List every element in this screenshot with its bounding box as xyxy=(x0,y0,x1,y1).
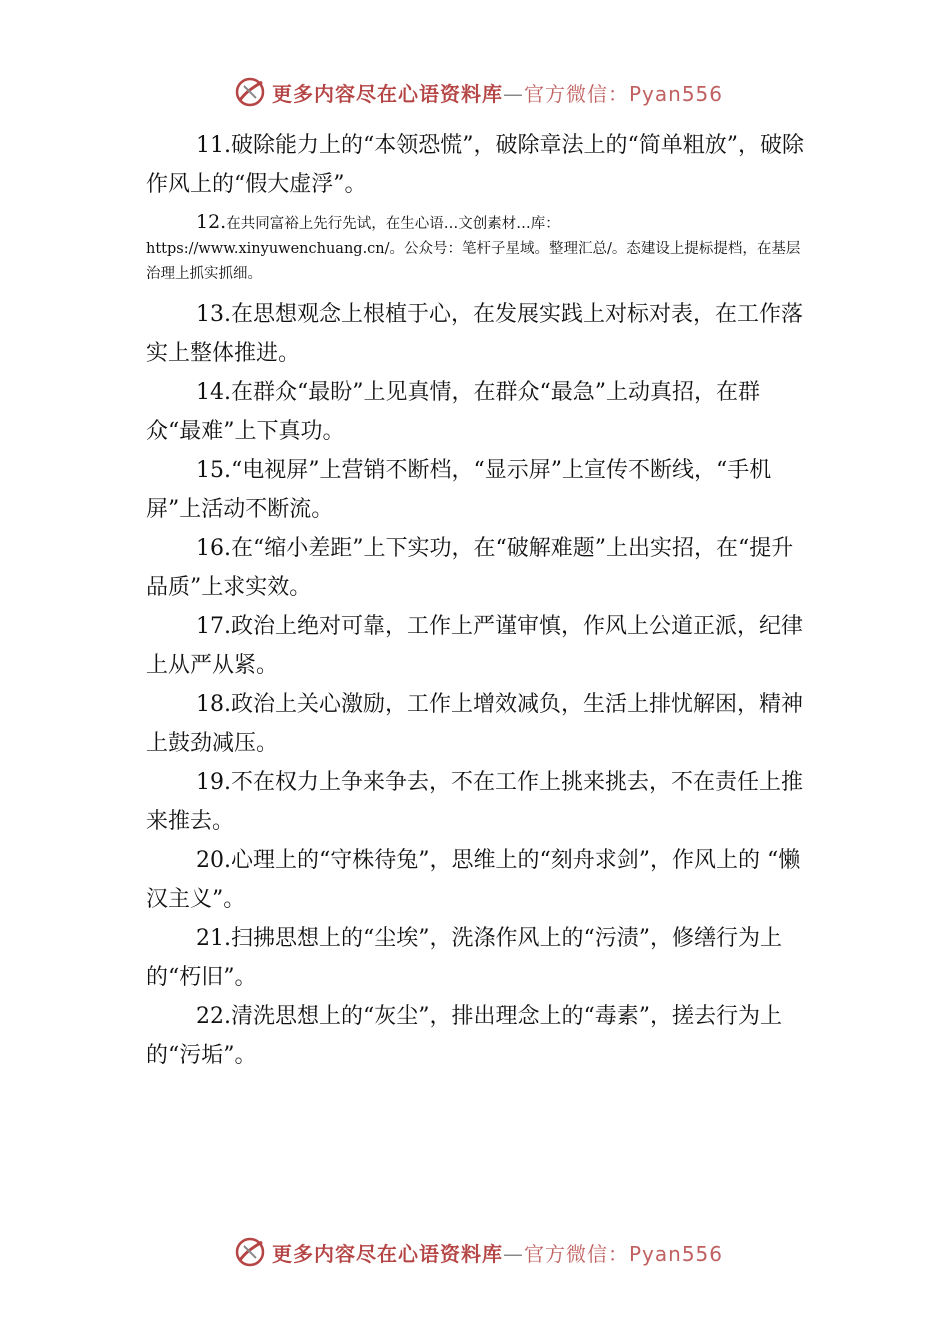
logo-icon xyxy=(232,1234,268,1270)
paragraph-number: 18. xyxy=(196,692,231,717)
footer-banner-sub: 官方微信：Pyan556 xyxy=(524,1241,724,1266)
paragraph-number: 11. xyxy=(196,133,231,158)
paragraph-text: 政治上绝对可靠，工作上严谨审慎，作风上公道正派，纪律上从严从紧。 xyxy=(146,614,804,678)
header-banner-sub: 官方微信：Pyan556 xyxy=(524,81,724,106)
paragraph-text: 在“缩小差距”上下实功，在“破解难题”上出实招，在“提升品质”上求实效。 xyxy=(146,536,794,600)
paragraph-text: 在思想观念上根植于心，在发展实践上对标对表，在工作落实上整体推进。 xyxy=(146,302,804,366)
paragraph-number: 15. xyxy=(196,458,231,483)
paragraph-text: 在共同富裕上先行先试，在生心语…文创素材…库：https://www.xinyuwenchuang.cn/。公众号：笔杆子星域。整理汇总/。态建设上提标提档，在基层治理上抓实抓细。 xyxy=(146,216,801,282)
paragraph-16 xyxy=(146,529,806,607)
paragraph-number: 12. xyxy=(196,211,227,233)
paragraph-17 xyxy=(146,607,806,685)
header-banner-main: 更多内容尽在心语资料库 xyxy=(272,81,503,106)
paragraph-11 xyxy=(146,126,806,204)
paragraph-19 xyxy=(146,763,806,841)
header-banner-text xyxy=(272,78,723,107)
paragraph-number: 22. xyxy=(196,1004,231,1029)
paragraph-22 xyxy=(146,997,806,1075)
footer-banner-main: 更多内容尽在心语资料库 xyxy=(272,1241,503,1266)
paragraph-number: 17. xyxy=(196,614,231,639)
paragraph-14 xyxy=(146,373,806,451)
paragraph-text: 政治上关心激励，工作上增效减负，生活上排忧解困，精神上鼓劲减压。 xyxy=(146,692,804,756)
header-banner xyxy=(0,72,950,112)
footer-banner-text xyxy=(272,1238,723,1267)
document-body xyxy=(146,126,806,1075)
paragraph-text: “电视屏”上营销不断档，“显示屏”上宣传不断线，“手机屏”上活动不断流。 xyxy=(146,458,772,522)
paragraph-18 xyxy=(146,685,806,763)
paragraph-21 xyxy=(146,919,806,997)
paragraph-number: 20. xyxy=(196,848,231,873)
logo-icon xyxy=(232,74,268,110)
paragraph-text: 清洗思想上的“灰尘”，排出理念上的“毒素”，搓去行为上的“污垢”。 xyxy=(146,1004,782,1068)
paragraph-number: 13. xyxy=(196,302,231,327)
paragraph-text: 扫拂思想上的“尘埃”，洗涤作风上的“污渍”，修缮行为上的“朽旧”。 xyxy=(146,926,782,990)
paragraph-text: 在群众“最盼”上见真情，在群众“最急”上动真招，在群众“最难”上下真功。 xyxy=(146,380,760,444)
paragraph-number: 21. xyxy=(196,926,231,951)
paragraph-text: 破除能力上的“本领恐慌”，破除章法上的“简单粗放”，破除作风上的“假大虚浮”。 xyxy=(146,133,804,197)
footer-banner-dash: — xyxy=(503,1241,524,1266)
paragraph-12 xyxy=(146,210,806,287)
paragraph-text: 心理上的“守株待兔”，思维上的“刻舟求剑”，作风上的 “懒汉主义”。 xyxy=(146,848,801,912)
header-banner-dash: — xyxy=(503,81,524,106)
paragraph-number: 19. xyxy=(196,770,231,795)
paragraph-number: 16. xyxy=(196,536,231,561)
paragraph-number: 14. xyxy=(196,380,231,405)
paragraph-13 xyxy=(146,295,806,373)
paragraph-text: 不在权力上争来争去，不在工作上挑来挑去，不在责任上推来推去。 xyxy=(146,770,804,834)
footer-banner xyxy=(0,1232,950,1272)
paragraph-15 xyxy=(146,451,806,529)
paragraph-20 xyxy=(146,841,806,919)
